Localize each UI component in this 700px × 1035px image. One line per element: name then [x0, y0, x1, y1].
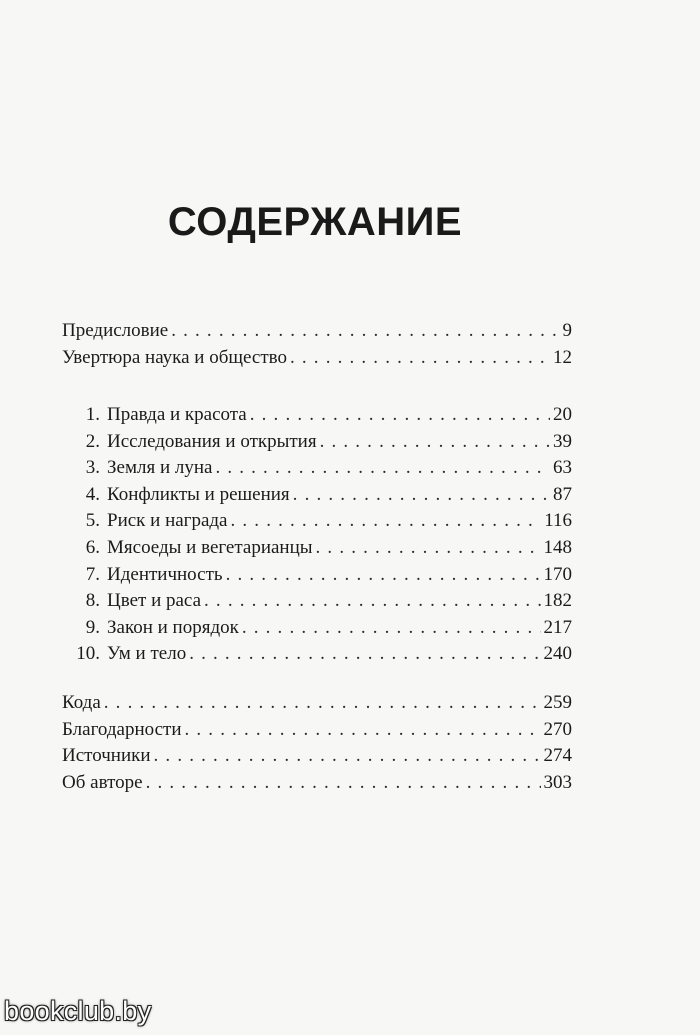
dot-leader — [146, 770, 541, 797]
toc-chapter-entry — [62, 429, 572, 456]
toc-chapter-entry — [62, 641, 572, 668]
dot-leader — [226, 562, 541, 589]
toc-entry-page: 259 — [543, 692, 572, 713]
toc-entry — [62, 743, 572, 770]
dot-leader — [250, 402, 550, 429]
toc-entry-label: Благодарности — [62, 718, 182, 740]
chapter-page: 240 — [543, 643, 572, 665]
chapter-page: 63 — [553, 457, 572, 479]
dot-leader — [231, 508, 542, 535]
chapter-number: 4. — [85, 483, 100, 505]
toc-entry-label: Кода — [62, 692, 101, 713]
chapter-title: Идентичность — [107, 563, 223, 585]
chapter-number: 9. — [85, 616, 100, 638]
toc-entry — [62, 345, 572, 372]
toc-chapter-entry — [62, 615, 572, 642]
chapter-title: Мясоеды и вегетарианцы — [107, 536, 313, 558]
toc-back-matter — [62, 690, 572, 796]
toc-entry-page: 303 — [543, 771, 572, 793]
chapter-page: 148 — [543, 536, 572, 558]
toc-entry — [62, 690, 572, 717]
chapter-number: 7. — [85, 563, 100, 585]
chapter-title: Конфликты и решения — [107, 483, 290, 505]
dot-leader — [316, 535, 541, 562]
toc-chapter-entry — [62, 402, 572, 429]
chapter-page: 182 — [543, 590, 572, 612]
dot-leader — [204, 588, 540, 615]
page-title: СОДЕРЖАНИЕ — [167, 200, 463, 244]
dot-leader — [290, 345, 550, 372]
toc-chapter-entry — [62, 588, 572, 615]
dot-leader — [242, 615, 541, 642]
dot-leader — [104, 690, 541, 717]
toc-entry-page: 12 — [553, 346, 572, 368]
chapter-title: Риск и награда — [107, 510, 228, 532]
toc-entry — [62, 770, 572, 797]
chapter-page: 39 — [553, 430, 572, 452]
chapter-number: 6. — [85, 536, 100, 558]
chapter-page: 20 — [553, 404, 572, 425]
toc-entry-page: 274 — [543, 745, 572, 767]
dot-leader — [320, 429, 550, 456]
toc-chapter-entry — [62, 455, 572, 482]
toc-chapter-entry — [62, 535, 572, 562]
chapter-number: 3. — [85, 457, 100, 479]
toc-entry-page: 270 — [543, 718, 572, 740]
dot-leader — [154, 743, 541, 770]
dot-leader — [189, 641, 540, 668]
chapter-title: Правда и красота — [107, 404, 247, 425]
toc-entry-label: Увертюра наука и общество — [62, 346, 287, 368]
toc-chapter-entry — [62, 508, 572, 535]
dot-leader — [185, 717, 541, 744]
toc-entry — [62, 318, 572, 345]
dot-leader — [215, 455, 550, 482]
toc-chapters — [62, 402, 572, 668]
toc-entry-page: 9 — [562, 320, 572, 341]
chapter-title: Закон и порядок — [107, 616, 239, 638]
chapter-title: Земля и луна — [107, 457, 213, 479]
toc-chapter-entry — [62, 562, 572, 589]
chapter-title: Цвет и раса — [107, 590, 202, 612]
chapter-number: 8. — [85, 590, 100, 612]
chapter-number: 10. — [76, 643, 100, 665]
chapter-page: 87 — [553, 483, 572, 505]
dot-leader — [171, 318, 559, 345]
site-watermark: bookclub.by — [4, 996, 152, 1026]
chapter-page: 170 — [543, 563, 572, 585]
chapter-number: 2. — [85, 430, 100, 452]
toc-entry-label: Предисловие — [62, 320, 169, 341]
chapter-number: 5. — [85, 510, 100, 532]
dot-leader — [293, 482, 550, 509]
chapter-page: 116 — [544, 510, 572, 532]
chapter-page: 217 — [543, 616, 572, 638]
chapter-title: Ум и тело — [107, 643, 187, 665]
toc-front-matter — [62, 318, 572, 371]
chapter-number: 1. — [85, 404, 100, 425]
toc-entry — [62, 717, 572, 744]
toc-entry-label: Об авторе — [62, 771, 143, 793]
chapter-title: Исследования и открытия — [107, 430, 317, 452]
toc-entry-label: Источники — [62, 745, 151, 767]
toc-chapter-entry — [62, 482, 572, 509]
